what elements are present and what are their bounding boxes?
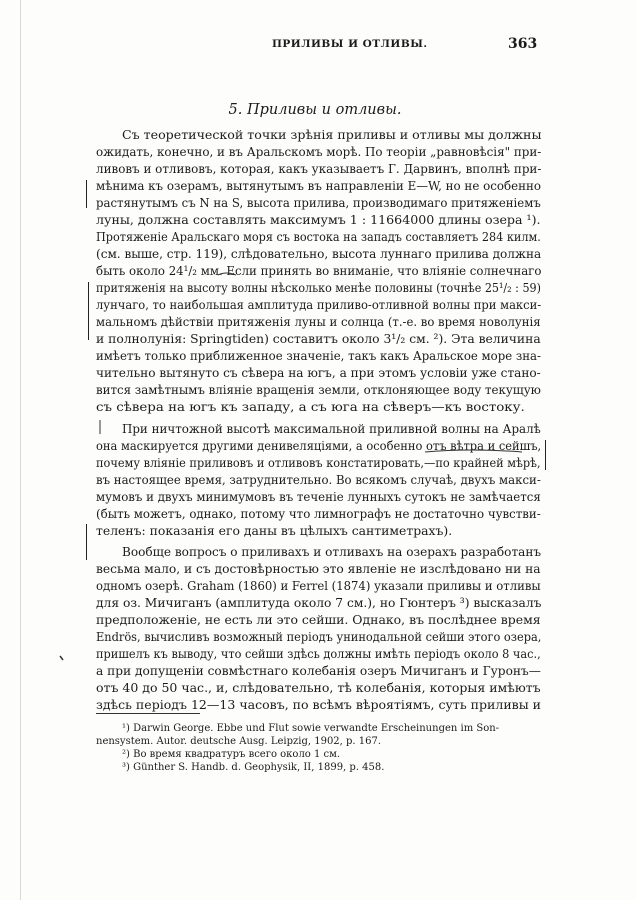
body-line: предположеніе, не есть ли это сейши. Однако, въ послѣднее время bbox=[96, 612, 541, 627]
body-line: лунчаго, то наибольшая амплитуда приливо-отливной волны при макси- bbox=[96, 297, 542, 312]
body-line: чительно вытянуто съ сѣвера на югъ, а при этомъ условіи уже стано- bbox=[96, 365, 541, 380]
body-line: пришелъ къ выводу, что сейши здѣсь должны имѣть періодъ около 8 час., bbox=[96, 646, 541, 661]
section-title: 5. Приливы и отливы. bbox=[228, 102, 402, 118]
body-line: теленъ: показанія его даны въ цѣлыхъ сантиметрахъ). bbox=[96, 523, 453, 538]
body-line: и полнолунія: Springtiden) составитъ около 3¹/₂ см. ²). Эта величина bbox=[96, 331, 541, 346]
body-line: ожидать, конечно, и въ Аральскомъ морѣ. По теоріи „равновѣсія" при- bbox=[96, 144, 542, 159]
body-line: мумовъ и двухъ минимумовъ въ теченіе лунныхъ сутокъ не замѣчается bbox=[96, 489, 541, 504]
pencil-underline bbox=[218, 273, 236, 275]
body-line: мальномъ дѣйствіи притяженія луны и солнца (т.-е. во время новолунія bbox=[96, 314, 541, 329]
body-line: При ничтожной высотѣ максимальной приливной волны на Аралѣ bbox=[122, 421, 541, 436]
body-line: луны, должна составлять максимумъ 1 : 11664000 длины озера ¹). bbox=[96, 212, 541, 227]
body-line: (быть можетъ, однако, потому что лимнографъ не достаточно чувстви- bbox=[96, 506, 541, 521]
footnote-line: ³) Günther S. Handb. d. Geophysik, II, 1899, p. 458. bbox=[122, 762, 385, 773]
body-line: въ настоящее время, затруднительно. Во всякомъ случаѣ, двухъ макси- bbox=[96, 472, 541, 487]
body-line: Протяженіе Аральскаго моря съ востока на западъ составляетъ 284 килм. bbox=[96, 229, 541, 244]
body-line: здѣсь періодъ 12—13 часовъ, по всѣмъ вѣроятіямъ, суть приливы и bbox=[96, 697, 542, 712]
body-line: она маскируется другими денивеляціями, а особенно отъ вѣтра и сейшъ, bbox=[96, 438, 542, 453]
body-line: для оз. Мичиганъ (амплитуда около 7 см.), но Гюнтеръ ³) высказалъ bbox=[96, 595, 542, 610]
page-number: 363 bbox=[508, 36, 538, 52]
pencil-dot bbox=[60, 656, 63, 660]
body-line: быть около 24¹/₂ мм. Если принять во вниманіе, что вліяніе солнечнаго bbox=[96, 263, 542, 278]
body-line: Съ теоретической точки зрѣнія приливы и отливы мы должны bbox=[122, 127, 542, 142]
body-line: весьма мало, и съ достовѣрностью это явленіе не изслѣдовано ни на bbox=[96, 561, 541, 576]
body-line: растянутымъ съ N на S, высота прилива, производимаго притяженіемъ bbox=[96, 195, 541, 210]
footnote-line: nensystem. Autor. deutsche Ausg. Leipzig, 1902, p. 167. bbox=[96, 736, 382, 747]
body-line: одномъ озерѣ. Graham (1860) и Ferrel (1874) указали приливы и отливы bbox=[96, 578, 541, 593]
footnote-line: ²) Во время квадратуръ всего около 1 см. bbox=[122, 749, 341, 760]
pencil-underline bbox=[425, 450, 522, 452]
body-line: ливовъ и отливовъ, которая, какъ указываетъ Г. Дарвинъ, вполнѣ при- bbox=[96, 161, 542, 176]
body-line: почему вліяніе приливовъ и отливовъ констатировать,—по крайней мѣрѣ, bbox=[96, 455, 541, 470]
body-line: имѣетъ только приближенное значеніе, такъ какъ Аральское море зна- bbox=[96, 348, 541, 363]
body-line: (см. выше, стр. 119), слѣдовательно, высота луннаго прилива должна bbox=[96, 246, 542, 261]
body-line: вится замѣтнымъ вліяніе вращенія земли, отклоняющее воду текущую bbox=[96, 382, 541, 397]
body-line: Вообще вопросъ о приливахъ и отливахъ на озерахъ разработанъ bbox=[122, 544, 542, 559]
body-line: съ сѣвера на югъ къ западу, а съ юга на сѣверъ—къ востоку. bbox=[96, 399, 525, 414]
body-line: притяженія на высоту волны нѣсколько менѣе половины (точнѣе 25¹/₂ : 59) bbox=[96, 280, 541, 295]
body-line: отъ 40 до 50 час., и, слѣдовательно, тѣ колебанія, которыя имѣютъ bbox=[96, 680, 541, 695]
body-line: мѣнима къ озерамъ, вытянутымъ въ направленіи E—W, но не особенно bbox=[96, 178, 541, 193]
body-line: а при допущеніи совмѣстнаго колебанія озеръ Мичиганъ и Гуронъ— bbox=[96, 663, 541, 678]
running-head: ПРИЛИВЫ И ОТЛИВЫ. bbox=[272, 38, 428, 50]
body-line: Endrös, вычисливъ возможный періодъ унинодальной сейши этого озера, bbox=[96, 629, 542, 644]
footnote-line: ¹) Darwin George. Ebbe und Flut sowie verwandte Erscheinungen im Son- bbox=[122, 723, 500, 734]
